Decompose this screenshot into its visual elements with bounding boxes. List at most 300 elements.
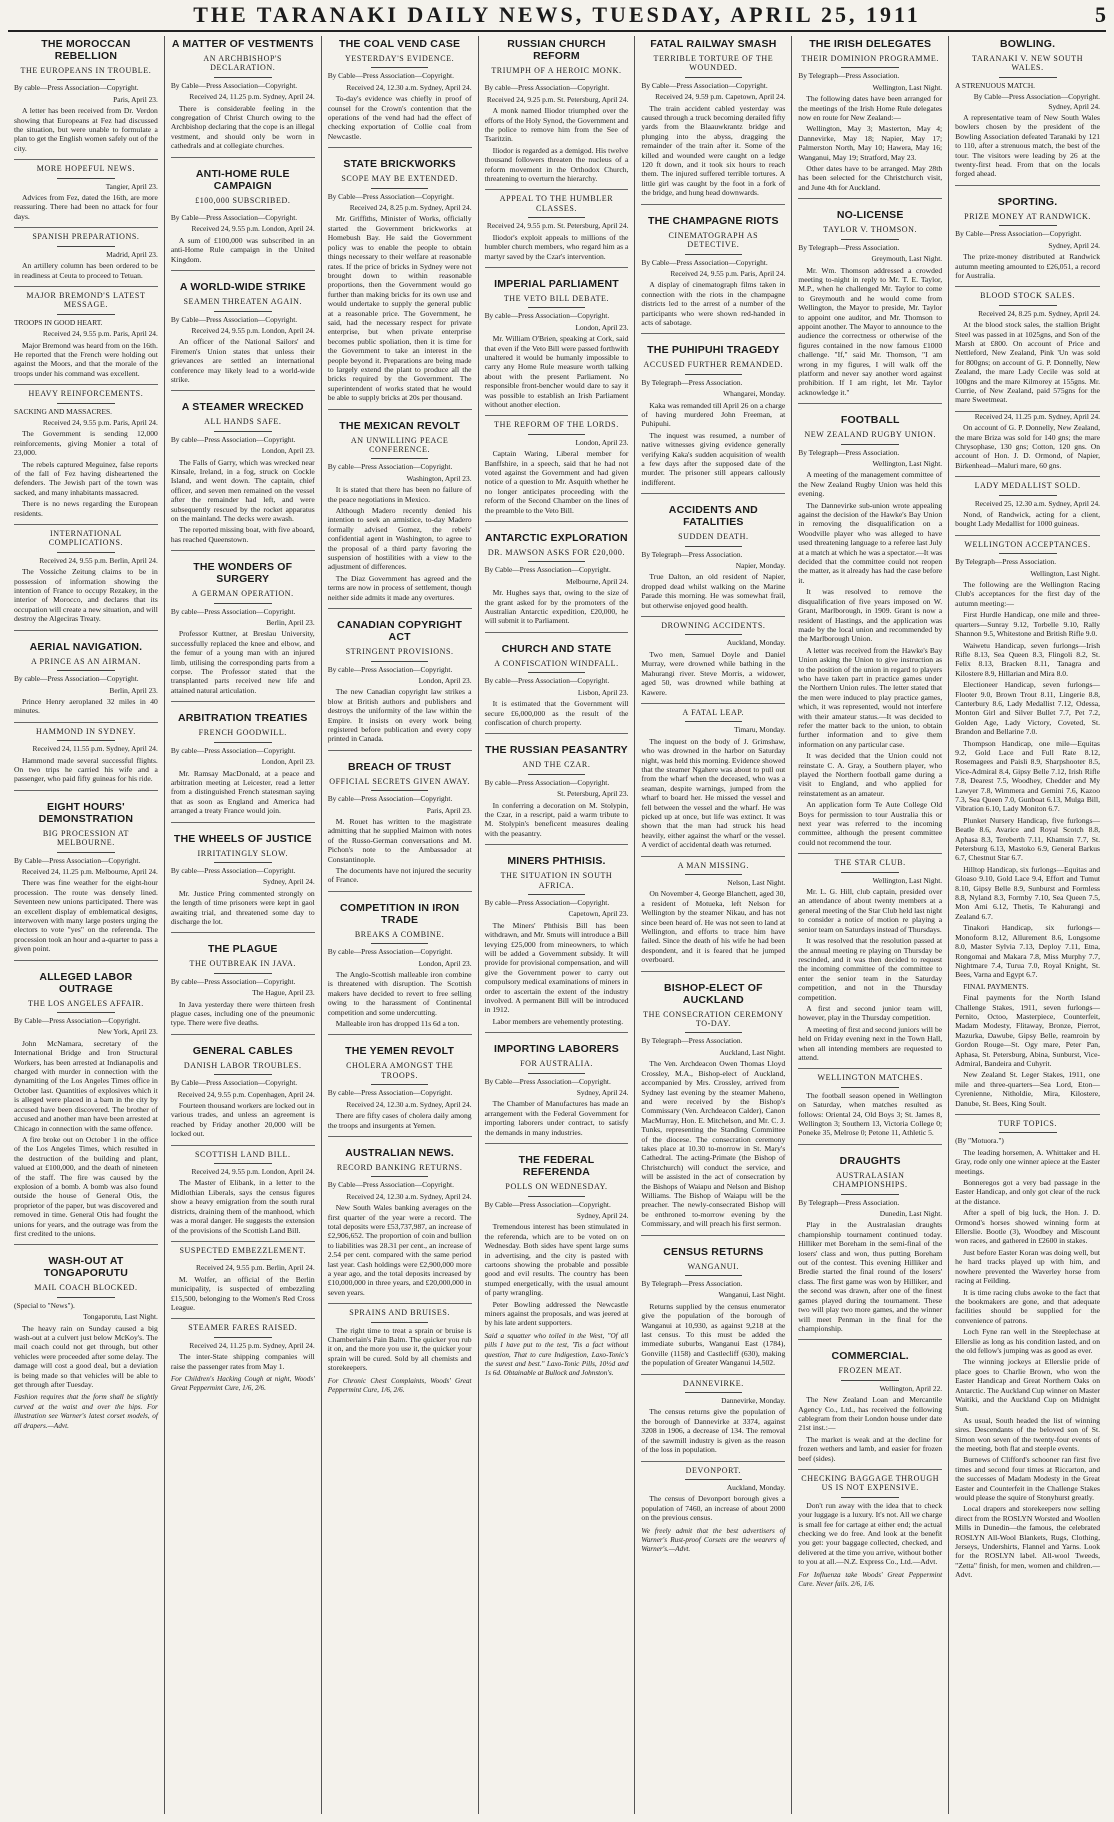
article-byline: Sydney, April 24. bbox=[1048, 240, 1100, 250]
article-subhead: THE REFORM OF THE LORDS. bbox=[494, 420, 619, 430]
article-subhead: CINEMATOGRAPH AS DETECTIVE. bbox=[668, 230, 759, 250]
article bbox=[328, 158, 472, 409]
article-paragraph: The Ven. Archdeacon Owen Thomas Lloyd Crossley, M.A., Bishop-elect of Auckland, accompanied by Mrs. Crossley, arrived from Sydney last evening by the steamer Maheno, and were received by the Bishop's Commissary (Ven. Archdeacon Calder), Canon MacMurray, Hon. E. Mitchelson, and Mr. C. J. Tunks, representing the Standing Committee of the diocese. The consecration ceremony takes place at 10.30 to-morrow in St. Mary's Cathedral. The acting-Primate (the Bishop of Christchurch) will conduct the service, and will be assisted in the act of consecration by the Bishops of Waiapu and Nelson and Bishop Williams. The Bishop of Waiapu will be the preacher. The newly-consecrated Bishop will be enthroned to-morrow evening by the Commissary, and will preach his first sermon. bbox=[641, 1059, 786, 1229]
article-headline: EIGHT HOURS' DEMONSTRATION bbox=[38, 800, 134, 825]
article-byline: By Cable—Press Association—Copyright. Sydney, April 24. bbox=[973, 92, 1100, 111]
article-dateline: By cable—Press Association—Copyright. bbox=[170, 434, 296, 444]
article-headline: THE RUSSIAN PEASANTRY bbox=[485, 744, 628, 757]
article bbox=[798, 414, 942, 854]
article bbox=[641, 1246, 785, 1375]
article-subhead: A PRINCE AS AN AIRMAN. bbox=[30, 656, 141, 666]
article-headline: IMPORTING LABORERS bbox=[494, 1043, 619, 1056]
article-byline: London, April 23. bbox=[261, 446, 315, 456]
article-paragraph: Tremendous interest has been stimulated in the referenda, which are to be voted on on Wednesday. Both sides have spent large sums in advertising, and the city is pasted with cartoons showing the probable and possible good and evil results. The country has been stumped energetically, with the usual amount of party wrangling. bbox=[484, 1222, 629, 1298]
article-byline: Received 24, 11.25 p.m. Sydney, April 24. bbox=[974, 411, 1100, 421]
article-byline: London, April 23. bbox=[261, 757, 315, 767]
article-headline: ACCIDENTS AND FATALITIES bbox=[668, 504, 758, 529]
article-dateline: By cable—Press Association—Copyright. bbox=[170, 745, 296, 755]
article-subhead: OFFICIAL SECRETS GIVEN AWAY. bbox=[329, 776, 471, 786]
divider-rule bbox=[841, 444, 899, 445]
article bbox=[798, 1155, 942, 1341]
article-headline: FOOTBALL bbox=[840, 414, 900, 427]
article-subhead: YESTERDAY'S EVIDENCE. bbox=[344, 54, 455, 63]
article-headline: THE MEXICAN REVOLT bbox=[339, 419, 460, 432]
page-number: 5 bbox=[1095, 2, 1106, 27]
divider-rule bbox=[57, 670, 115, 671]
article-byline: Received 24, 11.25 p.m. Sydney, April 24. bbox=[189, 1340, 315, 1350]
article-subhead: A MAN MISSING. bbox=[677, 860, 749, 870]
article-subhead: MORE HOPEFUL NEWS. bbox=[36, 164, 136, 174]
divider-rule bbox=[841, 1194, 899, 1195]
article bbox=[641, 344, 785, 494]
article-headline: BREACH OF TRUST bbox=[347, 760, 452, 773]
article-paragraph: The football season opened in Wellington on Saturday, when matches resulted as follows: Oriental 24, Old Boys 3; St. James 8, Wellington 3; Southern 13, Victoria College 0; Poneke 35, Melrose 0; Petone 11, Athletic 5. bbox=[798, 1090, 943, 1138]
masthead-title: THE TARANAKI DAILY NEWS, TUESDAY, APRIL 25, 1911 bbox=[193, 2, 921, 27]
article bbox=[798, 1073, 942, 1144]
article-dateline: By Cable—Press Association—Copyright. bbox=[170, 1078, 298, 1088]
article-dateline: By cable—Press Association—Copyright. bbox=[14, 83, 139, 93]
article-headline: THE PLAGUE bbox=[207, 943, 278, 956]
article bbox=[485, 420, 629, 522]
divider-rule bbox=[57, 79, 115, 80]
article-headline: THE YEMEN REVOLT bbox=[345, 1045, 455, 1058]
article bbox=[328, 1308, 472, 1399]
article-paragraph: FINAL PAYMENTS. bbox=[963, 981, 1029, 991]
article-subhead: HAMMOND IN SYDNEY. bbox=[36, 726, 136, 736]
article-headline: DRAUGHTS bbox=[839, 1154, 901, 1167]
article-paragraph: Labor members are vehemently protesting. bbox=[492, 1016, 624, 1026]
article-headline: GENERAL CABLES bbox=[192, 1044, 293, 1057]
column-6 bbox=[792, 36, 949, 1814]
article-subhead: SUDDEN DEATH. bbox=[678, 532, 749, 542]
article-paragraph: Hilltop Handicap, six furlongs—Equitas and Gloaso 9.10, Gold Lace 9.4, Effort and Tumut 8.10, Gipsy Belle 8.9, Sunburst and Formless 8.8, Nyland 8.3, Formby 7.10, Sea Queen 7.5, Mon Ami 6.12, Thetis, Te Kahurangi and Zealand 6.7. bbox=[955, 864, 1100, 921]
article bbox=[641, 215, 785, 335]
article-headline: CANADIAN COPYRIGHT ACT bbox=[337, 619, 463, 644]
article-subhead: CHECKING BAGGAGE THROUGH US IS NOT EXPENSIVE. bbox=[801, 1473, 940, 1493]
column-7 bbox=[949, 36, 1106, 1814]
article-subhead: BIG PROCESSION AT MELBOURNE. bbox=[42, 828, 130, 848]
article-paragraph: After a spell of big luck, the Hon. J. D. Ormond's horses showed winning form at Ellerslie. Bootle (3), Woodbey and Miscount won races, and gathered in £2600 in stakes. bbox=[955, 1208, 1100, 1246]
article-byline: Received 24, 11.25 p.m. Sydney, April 24. bbox=[189, 92, 315, 102]
article-byline: London, April 23. bbox=[575, 437, 629, 447]
article-headline: ALLEGED LABOR OUTRAGE bbox=[39, 970, 133, 995]
article-paragraph: Electioneer Handicap, seven furlongs—Flooter 9.0, Brown Trout 8.11, Lingerie 8.8, Canterbury 8.6, Lady Medallist 7.12, Odessa, Monton Girl and Silver Bullet 7.7, Pet 7.2, Golden Age, Lady Victory, Coveted, St. Brandon and Bellarine 7.0. bbox=[955, 680, 1100, 737]
article-subhead: DANNEVIRKE. bbox=[682, 1378, 744, 1388]
divider-rule bbox=[214, 1259, 272, 1260]
article-paragraph: To-day's evidence was chiefly in proof of counsel for the Crown's contention that the operations of the vend had had the effect of checking exportation of Collie coal from Newcastle. bbox=[327, 94, 472, 141]
article-paragraph: A monk named Iliodor triumphed over the efforts of the Holy Synod, the Government and the police to remove him from the See of Tsaritzin. bbox=[484, 106, 629, 144]
article bbox=[328, 1045, 472, 1136]
article bbox=[14, 529, 158, 631]
article-byline: London, April 23. bbox=[575, 322, 629, 332]
article-headline: THE WHEELS OF JUSTICE bbox=[173, 832, 312, 845]
article-paragraph: The census returns give the population of the borough of Dannevirke at 3374, against 3208 in 1906, a decrease of 134. The removal of the sawmill industry is given as the reason of the loss in population. bbox=[641, 1407, 786, 1455]
article bbox=[955, 540, 1100, 1115]
article-paragraph: Professor Kuttner, at Breslau University, successfully replaced the knee and elbow, and the femur of a young man with an injured limb, utilising the corresponding parts from a corpse. The Professor stated that the transplanted parts received new life and attained natural articulation. bbox=[170, 629, 315, 695]
article-byline: Nelson, Last Night. bbox=[727, 878, 786, 887]
article bbox=[171, 943, 315, 1034]
article-paragraph: Loch Fyne ran well in the Steeplechase at Ellerslie as long as his condition lasted, and on the old fellow's jumping was as good as ever. bbox=[955, 1327, 1100, 1355]
article-dateline: By Cable—Press Association—Copyright. bbox=[170, 213, 298, 223]
article-paragraph: It was resolved to remove the disqualification of five years imposed on W. Grant, Marlborough, in 1909. Grant is now a resident of Hastings, and the application was made by the local union and recommended by the Marlborough Union. bbox=[798, 587, 943, 644]
article-paragraph: Mr. L. G. Hill, club captain, presided over an attendance of about twenty members at a general meeting of the Star Club held last night to consider a notice of motion re playing a senior team on Saturdays instead of Thursdays. bbox=[798, 887, 943, 934]
divider-rule bbox=[685, 1479, 743, 1480]
article-headline: ANTI-HOME RULE CAMPAIGN bbox=[195, 167, 290, 192]
article-byline: Sydney, April 24. bbox=[576, 1088, 629, 1098]
article bbox=[485, 38, 629, 190]
article-subhead: ALL HANDS SAFE. bbox=[204, 417, 282, 427]
divider-rule bbox=[371, 1084, 429, 1085]
article-headline: AUSTRALIAN NEWS. bbox=[345, 1146, 455, 1159]
article bbox=[328, 902, 472, 1036]
article-dateline: By Cable—Press Association—Copyright. bbox=[327, 1180, 454, 1190]
article bbox=[955, 291, 1100, 411]
article-paragraph: Mr. Hughes says that, owing to the size of the grant asked for by the promoters of the Australian Antarctic expedition, £20,000, he will submit it to Parliament. bbox=[484, 588, 629, 626]
article-paragraph: The Chamber of Manufactures has made an arrangement with the Federal Government for importing laborers under contract, to satisfy the demands in many industries. bbox=[484, 1099, 629, 1137]
article-dateline: By cable—Press Association—Copyright. bbox=[327, 462, 453, 472]
article-byline: Timaru, Monday. bbox=[734, 725, 786, 735]
column-4 bbox=[479, 36, 636, 1814]
article-byline: Dunedin, Last Night. bbox=[879, 1209, 943, 1219]
article-paragraph: The following are the Wellington Racing Club's acceptances for the first day of the autumn meeting:— bbox=[955, 580, 1100, 608]
article-byline: Received 24, 11.25 p.m. Melbourne, April 24. bbox=[21, 866, 158, 876]
divider-rule bbox=[999, 1132, 1057, 1133]
article-headline: WASH-OUT AT TONGAPORUTU bbox=[43, 1255, 129, 1280]
article-subhead: TAYLOR V. THOMSON. bbox=[823, 225, 918, 235]
divider-rule bbox=[371, 188, 429, 189]
divider-rule bbox=[685, 1392, 743, 1393]
article-headline: THE COAL VEND CASE bbox=[339, 38, 461, 50]
article-headline: COMMERCIAL. bbox=[831, 1350, 909, 1363]
article-byline: Received 24, 9.55 p.m. London, April 24. bbox=[191, 224, 315, 234]
divider-rule bbox=[214, 742, 272, 743]
article bbox=[955, 481, 1100, 536]
article-paragraph: In Java yesterday there were thirteen fresh plague cases, including one of the pneumonic type. There were five deaths. bbox=[170, 999, 315, 1028]
article-subhead: STRINGENT PROVISIONS. bbox=[345, 647, 454, 657]
article-dateline: By Telegraph—Press Association. bbox=[798, 1197, 900, 1207]
article bbox=[485, 744, 629, 845]
article bbox=[14, 164, 158, 228]
article-headline: NO-LICENSE bbox=[836, 209, 904, 222]
divider-rule bbox=[999, 305, 1057, 306]
article-paragraph: Waiwetu Handicap, seven furlongs—Irish Rifle 8.13, Sea Queen 8.3, Flingoli 8.2, St. Felix 8.13, Bracken 8.11, Tanagra and Kilostere 8.9, Hillarian and Mira 8.0. bbox=[955, 640, 1100, 678]
article bbox=[641, 621, 785, 704]
divider-rule bbox=[371, 661, 429, 662]
article-paragraph: It is stated that there has been no failure of the peace negotiations in Mexico. bbox=[327, 485, 472, 504]
divider-rule bbox=[371, 67, 429, 68]
article-byline: Washington, April 23. bbox=[406, 473, 472, 483]
article bbox=[641, 1466, 785, 1559]
article-dateline: By Cable—Press Association—Copyright. bbox=[641, 80, 768, 90]
article bbox=[14, 641, 158, 723]
article-paragraph: At the blood stock sales, the stallion Bright Steel was passed in at 1025gns, and Son of the Marsh at £800. On account of Price and Nettleford, New Zealand, Pink 'Un was sold for 800gns; on account of G. P. Donnelly, New Zealand, the mare Lady Cecile was sold at 100gns and the mare Kilmorey at 155gns. Mr. Currie, of New Zealand, paid 575gns for the mare Sweetmeat. bbox=[955, 320, 1100, 405]
article-byline: Wellington, Last Night. bbox=[1030, 568, 1100, 578]
article bbox=[328, 619, 472, 751]
article-paragraph: The inquest was resumed, a number of native witnesses giving evidence generally verifying Kaka's sudden acquisition of wealth a few days after the supposed date of the murder. The prisoner still appears callously indifferent. bbox=[641, 430, 786, 487]
article bbox=[171, 281, 315, 391]
article-paragraph: Mr. Justice Pring commented strongly on the length of time prisoners were kept in gaol awaiting trial, and threatened some day to discharge the lot. bbox=[170, 888, 315, 926]
article-subhead: TURF TOPICS. bbox=[998, 1119, 1058, 1128]
article bbox=[328, 1147, 472, 1304]
article-dateline: By cable—Press Association—Copyright. bbox=[484, 676, 610, 686]
article-paragraph: The right time to treat a sprain or bruise is Chamberlain's Pain Balm. The quicker you rub it on, and the more you use it, the quicker your sprain will be cured. Sold by all chemists and storekeepers. bbox=[327, 1325, 472, 1373]
article-byline: Tongaporutu, Last Night. bbox=[83, 1312, 158, 1322]
column-3 bbox=[322, 36, 479, 1814]
divider-rule bbox=[528, 434, 586, 435]
article-paragraph: Final payments for the North Island Challenge Stakes, 1911, seven furlongs—Pernito, Octoo, Masterpiece, Counterfeit, Madam Modesty, Flitaway, Bronze, Pierrot, Mazurka, Dawube, Gipsy Belle, reamroin by Gordon Rouge—St. Ogy mare, Peter Pan, Aphasa, St. Petersburg, Abina, Sunburst, Vice-Admiral, Bandeira and Cuhyrit. bbox=[955, 993, 1100, 1068]
article-paragraph: Local drapers and storekeepers now selling direct from the ROSLYN Worsted and Woollen Mills in Dunedin—the famous, the celebrated ROSLYN All-Wool Blankets, Rugs, Clothing, Jerseys, Undershirts, Flannel and Yarns. Look for the ROSLYN label. All-wool Tweeds, "Zetta" finish, for men, women and children.—Advt. bbox=[955, 1504, 1100, 1580]
article-headline: BOWLING. bbox=[999, 38, 1056, 50]
article-subhead: DR. MAWSON ASKS FOR £20,000. bbox=[487, 548, 626, 558]
article-dateline: By Telegraph—Press Association. bbox=[641, 377, 743, 387]
article-byline: Received 24, 12.30 a.m. Sydney, April 24. bbox=[346, 1191, 472, 1201]
article bbox=[798, 858, 942, 1069]
divider-rule bbox=[214, 603, 272, 604]
article-byline: Berlin, April 23. bbox=[266, 618, 315, 628]
divider-rule bbox=[528, 672, 586, 673]
article bbox=[171, 561, 315, 702]
divider-rule bbox=[528, 1196, 586, 1197]
article-subhead: TERRIBLE TORTURE OF THE WOUNDED. bbox=[653, 54, 774, 73]
divider-rule bbox=[841, 1087, 899, 1088]
divider-rule bbox=[57, 403, 115, 404]
article-headline: A MATTER OF VESTMENTS bbox=[171, 38, 314, 50]
article bbox=[485, 278, 629, 416]
article-paragraph: Malleable iron has dropped 11s 6d a ton. bbox=[335, 1019, 460, 1029]
article-paragraph: A representative team of New South Wales bowlers chosen by the president of the Bowling Association defeated Taranaki by 121 to 110, after a strenuous match, the best of the tour. The visitors were leading by 26 at the twenty-first head. From that on the locals forged ahead. bbox=[955, 113, 1100, 179]
article-byline: Madrid, April 23. bbox=[106, 249, 158, 259]
article-dateline: By Cable—Press Association—Copyright. bbox=[484, 1199, 611, 1209]
article-dateline: By cable—Press Association—Copyright. bbox=[484, 897, 610, 907]
article-paragraph: A letter was received from the Hawke's Bay Union asking the Union to give instruction as to the position of the union in regard to players who have taken part in practice games under the Northern Union rules. The letter stated that the men were induced to play practice games, which, it was represented, would not interfere with their amateur status.—It was decided to refer the matter back to the union, to obtain further information and to give them information on any particular case. bbox=[798, 645, 943, 749]
article-paragraph: New Zealand St. Leger Stakes, 1911, one mile and three-quarters—Sea Lord, Eton—Cyrenienne, Nitholdie, Mira, Kilostere, Danube, St. Bees, King Soult. bbox=[955, 1070, 1100, 1108]
article-paragraph: There is no news regarding the European residents. bbox=[14, 499, 158, 518]
article-paragraph: The leading horsemen, A. Whittaker and H. Gray, rode only one winner apiece at the Easter meetings. bbox=[955, 1147, 1100, 1176]
article-paragraph: Advices from Fez, dated the 16th, are more reassuring. There had been no attack for four days. bbox=[14, 193, 158, 221]
article bbox=[14, 291, 158, 385]
article-subhead: DROWNING ACCIDENTS. bbox=[661, 621, 766, 631]
article-subhead: WANGANUI. bbox=[687, 1261, 740, 1271]
article-paragraph: Hammond made several successful flights. On two trips he carried his wife and a passenger, who paid fifty guineas for his ride. bbox=[14, 755, 158, 784]
article-paragraph: The census of Devonport borough gives a population of 7460, an increase of about 2000 on the previous census. bbox=[641, 1494, 786, 1523]
article-dateline: By Telegraph—Press Association. bbox=[641, 1036, 743, 1046]
article-paragraph: It is estimated that the Government will secure £6,000,000 as the result of the confiscation of church property. bbox=[484, 699, 629, 727]
article-subhead: SUSPECTED EMBEZZLEMENT. bbox=[179, 1245, 307, 1255]
article-paragraph: The New Zealand Loan and Mercantile Agency Co., Ltd., has received the following cablegram from their London house under date 21st inst.:— bbox=[798, 1395, 943, 1433]
article-paragraph: M. Wolfer, an official of the Berlin municipality, is suspected of embezzling £15,500, belonging to the Women's Red Cross League. bbox=[170, 1274, 315, 1312]
article-paragraph: The Master of Elibank, in a letter to the Midlothian Liberals, says the census figures show a heavy emigration from the south rural districts, draining them of the manhood, which was a moral danger. He suggests the extension of the provisions of the Scottish Land Bill. bbox=[170, 1178, 315, 1235]
article bbox=[641, 861, 785, 972]
divider-rule bbox=[841, 239, 899, 240]
article-dateline: By Telegraph—Press Association. bbox=[798, 242, 900, 252]
article-subhead: THE OUTBREAK IN JAVA. bbox=[189, 959, 297, 969]
article-dateline: By Cable—Press Association—Copyright. bbox=[327, 71, 454, 81]
article bbox=[798, 209, 942, 404]
article-byline: Received 24, 9.55 p.m. Berlin, April 24. bbox=[39, 555, 158, 565]
article bbox=[171, 833, 315, 934]
divider-rule bbox=[57, 852, 115, 853]
article-subhead: NEW ZEALAND RUGBY UNION. bbox=[804, 430, 937, 440]
article-byline: Received 24, 9.25 p.m. St. Petersburg, April 24. bbox=[486, 94, 629, 104]
article-headline: MINERS PHTHISIS. bbox=[507, 855, 606, 868]
divider-rule bbox=[57, 740, 115, 741]
article-headline: STATE BRICKWORKS bbox=[343, 158, 456, 171]
article-subhead: THEIR DOMINION PROGRAMME. bbox=[801, 54, 939, 63]
article-paragraph: The documents have not injured the security of France. bbox=[327, 866, 472, 885]
article-dateline: TROOPS IN GOOD HEART. bbox=[14, 317, 103, 327]
article-paragraph: The new Canadian copyright law strikes a blow at British authors and publishers and destroys the uniformity of the law within the Empire. It insists on every work being registered before publication and every copy printed in Canada. bbox=[327, 687, 472, 744]
article-paragraph: Iliodor's exploit appeals to millions of the humbler church members, who regard him as a martyr saved by the Czar's intervention. bbox=[484, 232, 629, 261]
column-1 bbox=[8, 36, 165, 1814]
article-byline: Received 24, 12.30 a.m. Sydney, April 24. bbox=[346, 82, 472, 92]
article bbox=[171, 38, 315, 158]
article bbox=[328, 420, 472, 610]
article-dateline: By Telegraph—Press Association. bbox=[641, 1279, 743, 1288]
divider-rule bbox=[841, 1380, 899, 1381]
article-headline: A STEAMER WRECKED bbox=[181, 401, 304, 414]
article-paragraph: The winning jockeys at Ellerslie pride of place goes to Charlie Brown, who won the Easter Handicap and Great Northern Oaks on Antarctic. The Auckland Cup winner on Master Waitiki, and the Auckland Cup on Midnight Sun. bbox=[955, 1357, 1100, 1414]
article bbox=[641, 38, 785, 205]
article-subhead: SPANISH PREPARATIONS. bbox=[32, 232, 140, 242]
article-byline: Received 24, 9.55 p.m. Berlin, April 24. bbox=[196, 1263, 315, 1273]
article-byline: Dannevirke, Monday. bbox=[721, 1396, 786, 1406]
article-dateline: By cable—Press Association—Copyright. bbox=[170, 606, 296, 616]
article-dateline: By cable—Press Association—Copyright. bbox=[484, 83, 610, 93]
article-subhead: PRIZE MONEY AT RANDWICK. bbox=[964, 211, 1091, 221]
divider-rule bbox=[685, 254, 743, 255]
article bbox=[171, 168, 315, 271]
article-paragraph: Kaka was remanded till April 26 on a charge of having murdered John Freeman, at Puhipuhi. bbox=[641, 400, 786, 429]
divider-rule bbox=[57, 246, 115, 247]
article-dateline: (Special to "News"). bbox=[14, 1300, 75, 1310]
article-paragraph: Returns supplied by the census enumerator give the population of the borough of Wanganui at 10,930, as against 9,218 at the last census. To this must be added the immediate suburbs, Wanganui East (1784), Gonville (1158) and Castlecliff (630), making the population of Greater Wanganui 14,502. bbox=[641, 1301, 786, 1368]
article-headline: BISHOP-ELECT OF AUCKLAND bbox=[664, 981, 763, 1006]
article-headline: THE WONDERS OF SURGERY bbox=[193, 561, 293, 586]
advertisement-text: For Chronic Chest Complaints, Woods' Great Peppermint Cure, 1/6, 2/6. bbox=[327, 1376, 472, 1395]
article-subhead: A FATAL LEAP. bbox=[682, 707, 745, 717]
article-paragraph: On November 4, George Blanchett, aged 30, a resident of Motueka, left Nelson for Wellington by the steamer Nikau, and has not since been heard of. He was not seen to land at Wellington, and efforts to trace him have failed. Since the death of his wife he had been despondent, and it is feared that he jumped overboard. bbox=[641, 889, 786, 965]
article bbox=[14, 971, 158, 1246]
article-subhead: SEAMEN THREATEN AGAIN. bbox=[183, 297, 303, 307]
article-byline: London, April 23. bbox=[418, 958, 472, 968]
article-headline: THE FEDERAL REFERENDA bbox=[518, 1154, 595, 1179]
article-paragraph: Peter Bowling addressed the Newcastle miners against the proposals, and was jeered at by his late ardent supporters. bbox=[484, 1299, 629, 1328]
column-5 bbox=[635, 36, 792, 1814]
article-paragraph: Prince Henry aeroplaned 32 miles in 40 minutes. bbox=[14, 696, 158, 716]
article bbox=[171, 1045, 315, 1146]
article-byline: St. Petersburg, April 23. bbox=[557, 789, 629, 799]
article-dateline: By Cable—Press Association—Copyright. bbox=[484, 565, 611, 575]
article-paragraph: New South Wales banking averages on the first quarter of the year were a record. The total deposits were £53,737,987, an increase of £2,906,652. The proportion of coin and bullion to liabilities was 28.31 per cent., an increase of 2.54 per cent. compared with the same period last year. Cash holdings were £2,900,000 more a year ago, and the total deposits increased by £10,000,000 in three years, and £20,000,000 in seven years. bbox=[327, 1203, 472, 1297]
article-paragraph: On account of G. P. Donnelly, New Zealand, the mare Briza was sold for 140 gns; the mare Chrysophase, 130 gns; Cotton, 120 gns. On account of Hon. J. D. Ormond, of Napier, Birkenhead—Maluri mare, 60 gns. bbox=[955, 423, 1100, 470]
advertisement-text: For Children's Hacking Cough at night, Woods' Great Peppermint Cure, 1/6, 2/6. bbox=[170, 1374, 315, 1393]
divider-rule bbox=[841, 872, 899, 873]
article-byline: Received 24, 9.55 p.m. St. Petersburg, April 24. bbox=[486, 221, 629, 231]
article-dateline: SACKING AND MASSACRES. bbox=[14, 406, 112, 416]
article-byline: Wellington, Last Night. bbox=[872, 82, 943, 92]
divider-rule bbox=[214, 973, 272, 974]
article-dateline: By cable—Press Association—Copyright. bbox=[170, 976, 296, 986]
article bbox=[955, 196, 1100, 287]
article-subhead: THE SITUATION IN SOUTH AFRICA. bbox=[500, 871, 613, 890]
article-subhead: FOR AUSTRALIA. bbox=[520, 1059, 593, 1069]
article-paragraph: The prize-money distributed at Randwick autumn meeting amounted to £26,051, a record for Australia. bbox=[955, 252, 1100, 280]
article-paragraph: In conferring a decoration on M. Stolypin, the Czar, in a rescript, paid a warm tribute to M. Stolypin's beneficent measures dealing with the peasantry. bbox=[484, 800, 629, 838]
article-dateline: By Telegraph—Press Association. bbox=[798, 447, 900, 457]
divider-rule bbox=[214, 1337, 272, 1338]
article-subhead: ACCUSED FURTHER REMANDED. bbox=[643, 360, 784, 370]
article-byline: Received 25, 12.30 a.m. Sydney, April 24. bbox=[974, 498, 1100, 508]
article-paragraph: There are fifty cases of cholera daily among the troops and insurgents at Yemen. bbox=[327, 1111, 472, 1130]
article-dateline: By Telegraph—Press Association. bbox=[955, 557, 1057, 567]
article-paragraph: Mr. Griffiths, Minister of Works, officially started the Government brickworks at Homebush Bay. He said the Government policy was to enable the people to obtain things necessary to their welfare at reasonable rates. If the price of bricks in Sydney were not brought down to within reasonable proportions, then the Government would go further than making bricks for its own use and would undertake to supply the general public at a reasonable price. The Government, he said, had the necessary respect for private enterprise, but when private enterprise becomes public spoliation, then it is time for the Government to take an interest in the people beyond it. Preparations are being made to largely extend the plant to produce all the bricks required by the Government. The superintendent of works stated that he would be able to supply bricks at 20s per thousand. bbox=[327, 214, 472, 403]
article-byline: London, April 23. bbox=[418, 675, 472, 685]
article-dateline: By cable—Press Association—Copyright. bbox=[484, 777, 610, 787]
article-subhead: APPEAL TO THE HUMBLER CLASSES. bbox=[499, 194, 614, 213]
article-paragraph: The Anglo-Scottish malleable iron combine is threatened with disruption. The Scottish makers have decided to revert to free selling owing to the harassment of Continental competition and some undercutting. bbox=[327, 970, 472, 1017]
article-paragraph: An officer of the National Sailors' and Firemen's Union states that unless their grievances are settled an international conference may likely lead to a world-wide strike. bbox=[170, 337, 315, 384]
article-paragraph: There is considerable feeling in the congregation of Christ Church owing to the Archbishop declaring that the cope is an illegal vestment, and should only be worn in cathedrals and at collegiate churches. bbox=[170, 103, 315, 151]
article-dateline: By Cable—Press Association—Copyright. bbox=[641, 257, 768, 267]
article-paragraph: Just before Easter Koran was doing well, but he hard tracks played up with him, and nowhere prevented the Waverley horse from racing at Feilding. bbox=[955, 1247, 1100, 1286]
article-paragraph: The heavy rain on Sunday caused a big wash-out at a culvert just below McKoy's. The mail coach could not get through, but other vehicles were proceeded after some delay. The damage will cost a good deal, but a deviation is being made so that vehicles will be able to get through after Tuesday. bbox=[14, 1323, 158, 1390]
article-byline: Received 24, 9.55 p.m. Paris, April 24. bbox=[670, 268, 786, 278]
article-headline: AERIAL NAVIGATION. bbox=[29, 640, 143, 653]
divider-rule bbox=[528, 79, 586, 80]
article-subhead: DANISH LABOR TROUBLES. bbox=[183, 1060, 302, 1070]
article bbox=[171, 1150, 315, 1242]
article-byline: Auckland, Last Night. bbox=[719, 1047, 786, 1057]
divider-rule bbox=[528, 561, 586, 562]
divider-rule bbox=[841, 1497, 899, 1498]
article-byline: Received 24, 9.59 p.m. Capetown, April 24. bbox=[655, 92, 786, 102]
divider-rule bbox=[685, 721, 743, 722]
article bbox=[955, 38, 1100, 186]
article-paragraph: Iliodor is regarded as a demigod. His twelve thousand followers threaten the nucleus of a reform movement in the Orthodox Church, threatening to overturn the hierarchy. bbox=[484, 145, 629, 184]
article-byline: Paris, April 23. bbox=[113, 94, 158, 104]
article-paragraph: A sum of £100,000 was subscribed in an anti-Home Rule campaign in the United Kingdom. bbox=[170, 235, 315, 264]
article-byline: New York, April 23. bbox=[97, 1027, 158, 1037]
article-paragraph: Wellington, May 3; Masterton, May 4; Dannevirke, May 18; Napier, May 17; Palmerston North, May 10; Hawera, May 16; Wanganui, May 19; Stratford, May 23. bbox=[798, 124, 943, 162]
advertisement-text: Fashion requires that the form shall be slightly curved at the waist and over the hips. For illustration see Warner's latest corset models, of all drapers.—Advt. bbox=[14, 1393, 158, 1430]
article bbox=[171, 401, 315, 551]
article bbox=[641, 708, 785, 857]
advertisement-text: For Influenza take Woods' Great Peppermint Cure. Never fails. 2/6, 1/6. bbox=[798, 1570, 943, 1589]
advertisement-text: Said a squatter who toiled in the West, "Of all pills I have put to the test, 'Tis a fact without question, That to cure Indigestion, Laxo-Tonic's the surest and best." Laxo-Tonic Pills, 10½d and 1s 6d. Obtainable at Bullock and Johnston's. bbox=[484, 1331, 629, 1378]
article-paragraph: The reported missing boat, with five aboard, has reached Queenstown. bbox=[170, 525, 315, 544]
article-byline: Received 24, 9.55 p.m. Paris, April 24. bbox=[42, 329, 158, 339]
article-paragraph: The Diaz Government has agreed and the terms are now in process of settlement, though neither side admits it made any overtures. bbox=[327, 573, 472, 602]
article-paragraph: The inquest on the body of J. Grimshaw, who was drowned in the harbor on Saturday night, was held this morning. Evidence showed that the steamer Ngahere was about to pull out from the wharf when the deceased, who was a seaman, despite warnings, jumped from the wharf to board her. He missed the vessel and fell between the vessel and the wharf. He was picked up at once, but life was extinct. It was shown that the man had struck his head heavily, either against the wharf or the vessel. A verdict of accidental death was returned. bbox=[641, 736, 786, 850]
divider-rule bbox=[528, 307, 586, 308]
article-byline: Lisbon, April 23. bbox=[577, 687, 629, 697]
article-subhead: A CONFISCATION WINDFALL. bbox=[494, 658, 619, 668]
article-headline: ARBITRATION TREATIES bbox=[177, 712, 308, 725]
article-subhead: AND THE CZAR. bbox=[522, 760, 591, 770]
article-paragraph: A first and second junior team will, however, play in the Thursday competition. bbox=[798, 1003, 943, 1023]
article bbox=[485, 1043, 629, 1144]
divider-rule bbox=[57, 178, 115, 179]
article-paragraph: Mr. Wm. Thomson addressed a crowded meeting to-night in reply to Mr. T. E. Taylor, M.P., when he challenged Mr. Taylor to come to Greymouth and he would come from Wellington, the Mayor to preside, Mr. Taylor to appoint one auditor, and Mr. Thomson to appoint another. The Mayor to announce to the audience the correctness or otherwise of the figures contained in the now famous £1000 challenge. "If," said Mr. Thomson, "I am wrong in my figures, I will walk off the platform and never say another word against prohibition. If I am right, let Mr. Taylor acknowledge it." bbox=[798, 265, 943, 397]
article bbox=[485, 855, 629, 1033]
divider-rule bbox=[999, 225, 1057, 226]
columns-container bbox=[8, 36, 1106, 1814]
advertisement-text: We freely admit that the best advertisers of Warner's Rust-proof Corsets are the wearers of Warner's.—Advt. bbox=[641, 1526, 786, 1554]
article-paragraph: Major Bremond was heard from on the 16th. He reported that the French were holding out against the Moors, and that the morale of the troops under his command was excellent. bbox=[14, 340, 158, 378]
article-subhead: TARANAKI V. NEW SOUTH WALES. bbox=[972, 54, 1084, 73]
article-paragraph: The Miners' Phthisis Bill has been withdrawn, and Mr. Smuts will introduce a Bill levying £25,000 from mineowners, to which will be added a Government subsidy. It will provide for provisional compensation, and will give the Government power to carry out compulsory medical examinations of miners in order to ascertain the extent of the industry involved. A permanent Bill will be introduced in 1912. bbox=[484, 920, 629, 1015]
article-dateline: By cable—Press Association—Copyright. bbox=[327, 1088, 453, 1098]
